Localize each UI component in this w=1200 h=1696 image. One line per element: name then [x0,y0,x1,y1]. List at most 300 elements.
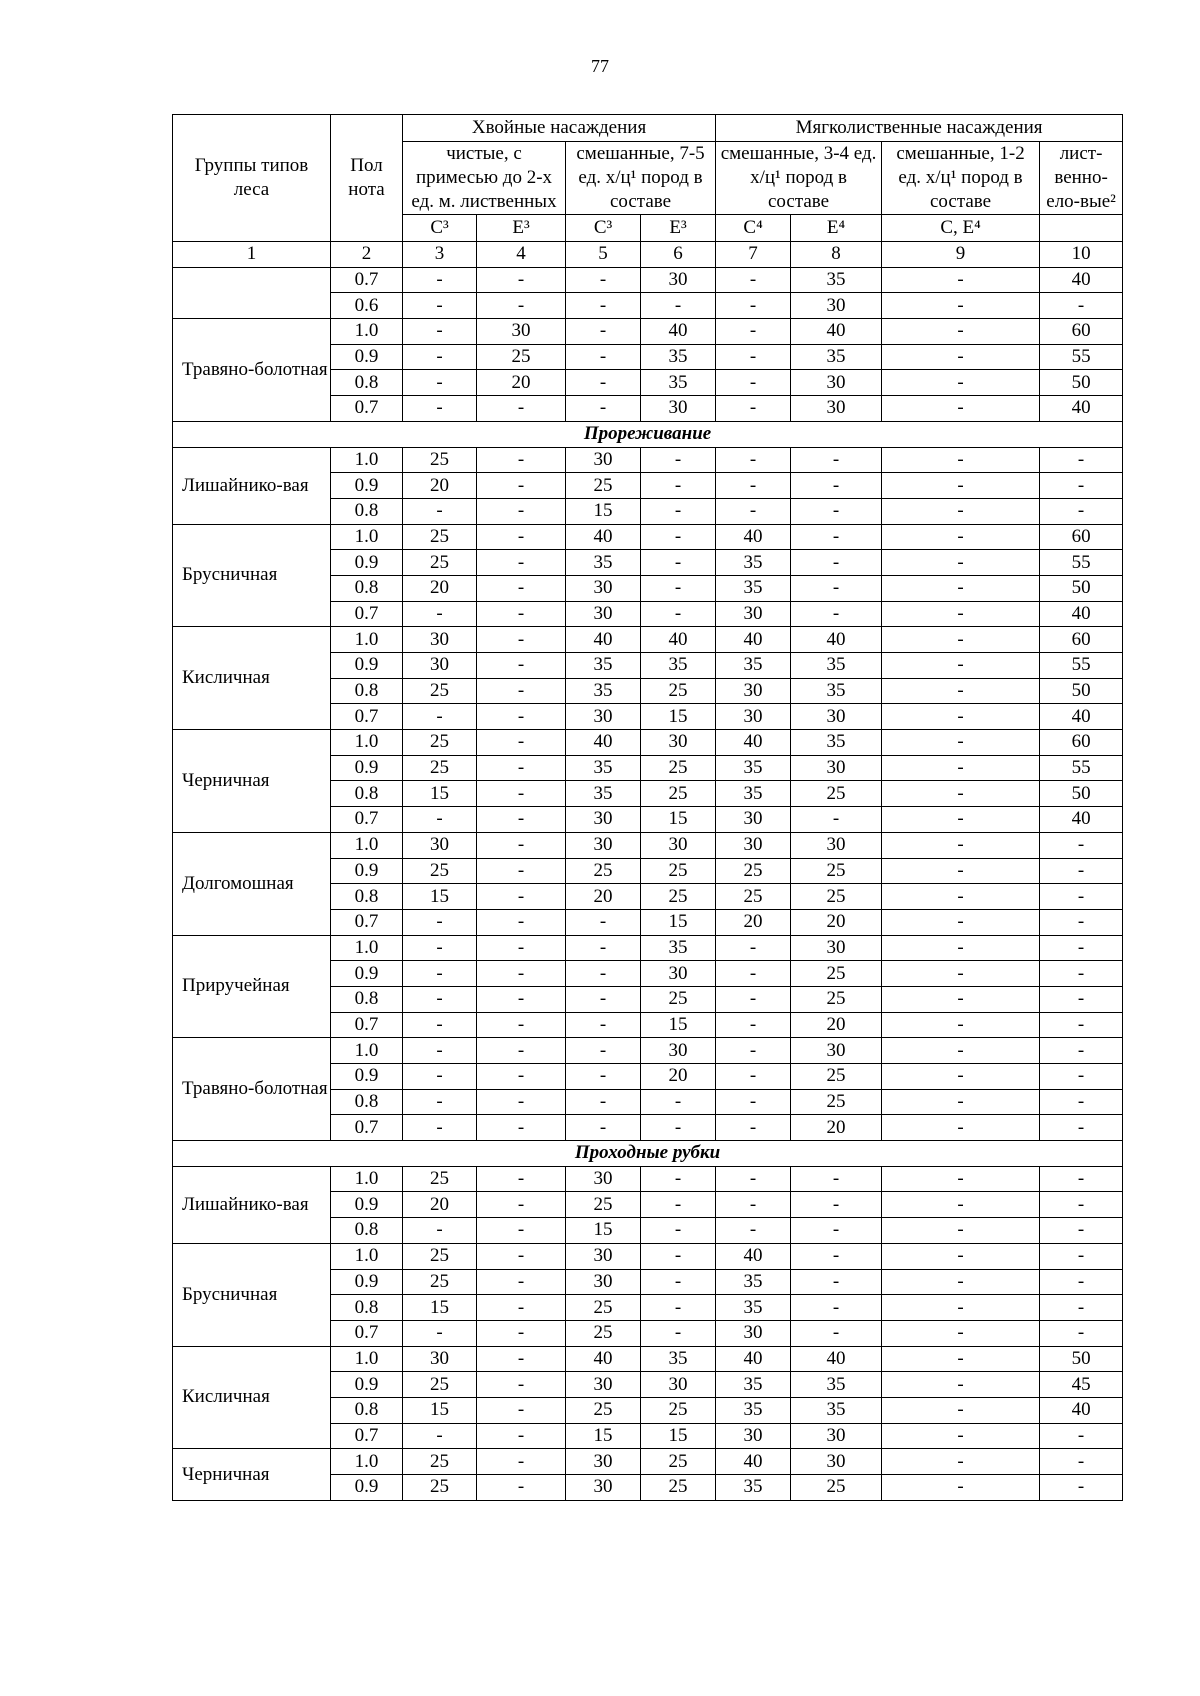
value-cell: - [882,1346,1040,1372]
value-cell: - [882,267,1040,293]
value-cell: 25 [403,524,477,550]
table-row [173,730,1123,756]
value-cell: 20 [403,575,477,601]
value-cell: - [403,1423,477,1449]
value-cell: 35 [716,1397,791,1423]
value-cell: 30 [566,1269,641,1295]
value-cell: 25 [566,1295,641,1321]
value-cell: - [641,550,716,576]
value-cell: - [1040,986,1123,1012]
value-cell: 30 [641,961,716,987]
density-cell: 0.8 [331,575,403,601]
value-cell: - [403,1089,477,1115]
value-cell: - [477,1089,566,1115]
value-cell: 30 [791,396,882,422]
value-cell: - [1040,1295,1123,1321]
table-row [173,267,1123,293]
density-cell: 1.0 [331,524,403,550]
table-row [173,627,1123,653]
value-cell: - [882,344,1040,370]
value-cell: 30 [716,704,791,730]
value-cell: 25 [791,961,882,987]
value-cell: - [882,1166,1040,1192]
value-cell: 35 [791,344,882,370]
value-cell: - [566,370,641,396]
forest-type-group: Черничная [173,1449,331,1500]
value-cell: 20 [566,884,641,910]
value-cell: 35 [791,678,882,704]
density-cell: 0.9 [331,550,403,576]
value-cell: 30 [566,807,641,833]
value-cell: - [403,1218,477,1244]
value-cell: - [882,1192,1040,1218]
value-cell: 60 [1040,319,1123,345]
value-cell: - [477,575,566,601]
value-cell: - [791,807,882,833]
density-cell: 0.6 [331,293,403,319]
value-cell: - [477,1449,566,1475]
density-cell: 1.0 [331,319,403,345]
value-cell: 40 [566,730,641,756]
value-cell: 30 [403,832,477,858]
value-cell: 15 [566,1423,641,1449]
value-cell: - [882,1064,1040,1090]
value-cell: - [791,601,882,627]
value-cell: 30 [403,1346,477,1372]
value-cell: - [882,1295,1040,1321]
value-cell: 35 [716,1372,791,1398]
value-cell: - [477,781,566,807]
density-cell: 1.0 [331,447,403,473]
value-cell: - [882,1218,1040,1244]
value-cell: 50 [1040,575,1123,601]
value-cell: - [477,1269,566,1295]
value-cell: 30 [566,1372,641,1398]
value-cell: - [477,961,566,987]
value-cell: - [882,986,1040,1012]
value-cell: 30 [566,575,641,601]
column-number: 9 [882,242,1040,268]
value-cell: - [716,1115,791,1141]
value-cell: - [477,447,566,473]
section-title: Проходные рубки [173,1141,1123,1167]
value-cell: 20 [477,370,566,396]
value-cell: 25 [791,1064,882,1090]
value-cell: 35 [641,1346,716,1372]
value-cell: - [882,704,1040,730]
value-cell: - [566,1115,641,1141]
value-cell: 15 [566,498,641,524]
forest-type-group: Травяно-болотная [173,1038,331,1141]
value-cell: 40 [566,627,641,653]
value-cell: - [641,601,716,627]
value-cell: 25 [791,1475,882,1501]
density-cell: 0.7 [331,396,403,422]
table-row [173,319,1123,345]
value-cell: - [1040,1064,1123,1090]
column-number: 6 [641,242,716,268]
value-cell: - [1040,961,1123,987]
value-cell: 35 [716,575,791,601]
value-cell: - [882,1089,1040,1115]
value-cell: 35 [566,678,641,704]
value-cell: 30 [716,807,791,833]
forest-type-group: Лишайнико-вая [173,1166,331,1243]
value-cell: 35 [791,1372,882,1398]
value-cell: - [882,1012,1040,1038]
value-cell: 15 [403,884,477,910]
density-cell: 0.9 [331,961,403,987]
density-cell: 0.9 [331,344,403,370]
density-cell: 1.0 [331,935,403,961]
value-cell: 25 [403,1372,477,1398]
value-cell: - [403,1115,477,1141]
value-cell: 35 [641,935,716,961]
value-cell: 40 [566,1346,641,1372]
value-cell: 25 [641,1397,716,1423]
value-cell: 15 [403,1397,477,1423]
value-cell: - [882,1423,1040,1449]
value-cell: - [641,293,716,319]
value-cell: - [716,498,791,524]
value-cell: 25 [403,1269,477,1295]
header-sub-mixed-3-4: смешанные, 3-4 ед. х/ц¹ пород в составе [716,142,882,215]
section-header-row [173,1141,1123,1167]
value-cell: 25 [641,858,716,884]
forest-type-group: Кисличная [173,627,331,730]
table-row [173,832,1123,858]
value-cell: 25 [791,858,882,884]
column-number: 8 [791,242,882,268]
value-cell: - [477,1115,566,1141]
value-cell: 30 [566,1475,641,1501]
value-cell: - [882,781,1040,807]
value-cell: - [882,678,1040,704]
density-cell: 1.0 [331,730,403,756]
value-cell: - [1040,1269,1123,1295]
value-cell: 35 [566,550,641,576]
value-cell: 30 [566,1166,641,1192]
value-cell: - [566,961,641,987]
value-cell: 50 [1040,678,1123,704]
value-cell: - [403,601,477,627]
value-cell: 15 [641,1423,716,1449]
value-cell: 60 [1040,524,1123,550]
value-cell: - [477,1295,566,1321]
table-row [173,1346,1123,1372]
forest-type-group: Лишайнико-вая [173,447,331,524]
value-cell: 60 [1040,730,1123,756]
value-cell: - [882,755,1040,781]
value-cell: - [477,1166,566,1192]
value-cell: - [641,1243,716,1269]
value-cell: 35 [716,1475,791,1501]
value-cell: - [477,601,566,627]
value-cell: 40 [791,627,882,653]
column-number: 10 [1040,242,1123,268]
value-cell: 40 [566,524,641,550]
value-cell: - [403,344,477,370]
value-cell: 25 [403,1475,477,1501]
value-cell: - [882,858,1040,884]
value-cell: - [716,447,791,473]
value-cell: - [477,267,566,293]
value-cell: 25 [403,730,477,756]
header-group-types: Группы типов леса [173,115,331,242]
value-cell: 30 [641,1038,716,1064]
value-cell: - [882,832,1040,858]
value-cell: - [791,473,882,499]
table-row [173,1449,1123,1475]
density-cell: 1.0 [331,1449,403,1475]
value-cell: 30 [641,832,716,858]
value-cell: - [477,1064,566,1090]
value-cell: - [477,396,566,422]
value-cell: - [403,370,477,396]
value-cell: - [477,1397,566,1423]
value-cell: 25 [477,344,566,370]
density-cell: 0.7 [331,267,403,293]
value-cell: - [641,1269,716,1295]
value-cell: - [477,909,566,935]
value-cell: 25 [566,1192,641,1218]
value-cell: - [477,678,566,704]
value-cell: 30 [566,1449,641,1475]
value-cell: 25 [641,1475,716,1501]
value-cell: - [403,1012,477,1038]
value-cell: - [882,961,1040,987]
value-cell: 35 [791,1397,882,1423]
density-cell: 0.7 [331,601,403,627]
value-cell: 15 [641,807,716,833]
value-cell: 35 [716,653,791,679]
value-cell: 20 [791,909,882,935]
value-cell: 30 [791,704,882,730]
value-cell: 60 [1040,627,1123,653]
value-cell: - [403,704,477,730]
density-cell: 0.8 [331,884,403,910]
value-cell: - [716,1012,791,1038]
header-row-1 [173,115,1123,142]
value-cell: 30 [641,730,716,756]
value-cell: 25 [716,858,791,884]
value-cell: - [477,1346,566,1372]
value-cell: 55 [1040,755,1123,781]
value-cell: - [882,653,1040,679]
value-cell: 30 [641,1372,716,1398]
header-sub-deciduous-spruce: лист-венно-ело-вые² [1040,142,1123,215]
value-cell: 25 [641,678,716,704]
value-cell: 25 [566,858,641,884]
species-cell [1040,215,1123,242]
value-cell: 20 [716,909,791,935]
density-cell: 0.9 [331,755,403,781]
density-cell: 1.0 [331,1346,403,1372]
density-cell: 0.8 [331,986,403,1012]
species-cell: С³ [403,215,477,242]
value-cell: 30 [716,601,791,627]
value-cell: - [882,1397,1040,1423]
value-cell: - [403,807,477,833]
forest-type-group: Долгомошная [173,832,331,935]
table-header [173,115,1123,268]
forest-type-group: Черничная [173,730,331,833]
value-cell: 25 [403,678,477,704]
value-cell: - [566,319,641,345]
forest-type-group: Приручейная [173,935,331,1038]
value-cell: 40 [791,319,882,345]
value-cell: - [882,1243,1040,1269]
value-cell: - [566,267,641,293]
value-cell: 40 [716,1449,791,1475]
value-cell: 25 [791,1089,882,1115]
species-cell: С³ [566,215,641,242]
value-cell: - [882,601,1040,627]
value-cell: 40 [1040,396,1123,422]
value-cell: - [1040,1089,1123,1115]
value-cell: 40 [791,1346,882,1372]
value-cell: - [477,627,566,653]
density-cell: 0.9 [331,473,403,499]
value-cell: - [641,447,716,473]
section-header-row [173,421,1123,447]
value-cell: - [641,1192,716,1218]
value-cell: 30 [566,1243,641,1269]
value-cell: 30 [716,832,791,858]
value-cell: 25 [641,1449,716,1475]
value-cell: 25 [403,755,477,781]
value-cell: - [791,1295,882,1321]
value-cell: - [882,293,1040,319]
value-cell: - [882,447,1040,473]
value-cell: 20 [403,473,477,499]
density-cell: 1.0 [331,1243,403,1269]
value-cell: 25 [566,1397,641,1423]
value-cell: - [716,1064,791,1090]
value-cell: - [477,524,566,550]
column-number: 5 [566,242,641,268]
value-cell: - [641,1089,716,1115]
value-cell: - [566,1012,641,1038]
value-cell: 35 [566,781,641,807]
value-cell: - [791,1243,882,1269]
value-cell: - [477,1320,566,1346]
value-cell: - [477,1423,566,1449]
value-cell: 35 [791,730,882,756]
value-cell: 45 [1040,1372,1123,1398]
value-cell: - [882,1449,1040,1475]
density-cell: 0.8 [331,1089,403,1115]
value-cell: 35 [566,755,641,781]
value-cell: 35 [716,1269,791,1295]
density-cell: 0.7 [331,1012,403,1038]
value-cell: 30 [791,370,882,396]
table-row [173,447,1123,473]
value-cell: - [477,935,566,961]
value-cell: - [882,909,1040,935]
value-cell: - [477,986,566,1012]
value-cell: - [882,1372,1040,1398]
value-cell: - [716,935,791,961]
value-cell: - [566,293,641,319]
value-cell: - [716,267,791,293]
value-cell: 25 [403,1449,477,1475]
value-cell: - [716,961,791,987]
density-cell: 1.0 [331,1038,403,1064]
value-cell: - [1040,1115,1123,1141]
value-cell: 25 [641,755,716,781]
value-cell: 30 [716,678,791,704]
value-cell: 30 [791,1423,882,1449]
value-cell: - [403,498,477,524]
value-cell: 30 [641,267,716,293]
value-cell: - [403,986,477,1012]
value-cell: 35 [716,1295,791,1321]
forest-type-group: Брусничная [173,1243,331,1346]
value-cell: - [641,575,716,601]
value-cell: 40 [1040,1397,1123,1423]
value-cell: - [882,935,1040,961]
header-softleaved: Мягколиственные насаждения [716,115,1123,142]
page-number: 77 [591,56,609,76]
value-cell: 15 [403,781,477,807]
value-cell: - [641,473,716,499]
value-cell: - [403,1064,477,1090]
header-sub-mixed-7-5: смешанные, 7-5 ед. х/ц¹ пород в составе [566,142,716,215]
value-cell: - [716,1218,791,1244]
value-cell: - [791,1269,882,1295]
value-cell: 40 [1040,267,1123,293]
value-cell: - [716,319,791,345]
value-cell: - [641,1320,716,1346]
column-number: 2 [331,242,403,268]
value-cell: - [477,704,566,730]
density-cell: 0.9 [331,1192,403,1218]
value-cell: - [1040,1038,1123,1064]
value-cell: 35 [791,653,882,679]
value-cell: - [477,1372,566,1398]
value-cell: 30 [791,1038,882,1064]
column-numbers-row [173,242,1123,268]
value-cell: 30 [477,319,566,345]
density-cell: 0.8 [331,498,403,524]
value-cell: - [716,473,791,499]
value-cell: - [403,935,477,961]
value-cell: - [477,1243,566,1269]
value-cell: 35 [641,344,716,370]
value-cell: - [566,396,641,422]
value-cell: - [882,473,1040,499]
value-cell: 20 [791,1115,882,1141]
value-cell: - [403,396,477,422]
value-cell: - [882,807,1040,833]
value-cell: 30 [716,1423,791,1449]
value-cell: 35 [716,755,791,781]
density-cell: 0.9 [331,653,403,679]
value-cell: - [1040,498,1123,524]
value-cell: - [477,1192,566,1218]
value-cell: 25 [403,858,477,884]
value-cell: - [1040,473,1123,499]
value-cell: 20 [403,1192,477,1218]
value-cell: - [716,986,791,1012]
value-cell: - [403,267,477,293]
forest-type-group: Брусничная [173,524,331,627]
density-cell: 0.9 [331,1475,403,1501]
value-cell: 40 [1040,601,1123,627]
value-cell: 40 [641,627,716,653]
value-cell: - [403,909,477,935]
